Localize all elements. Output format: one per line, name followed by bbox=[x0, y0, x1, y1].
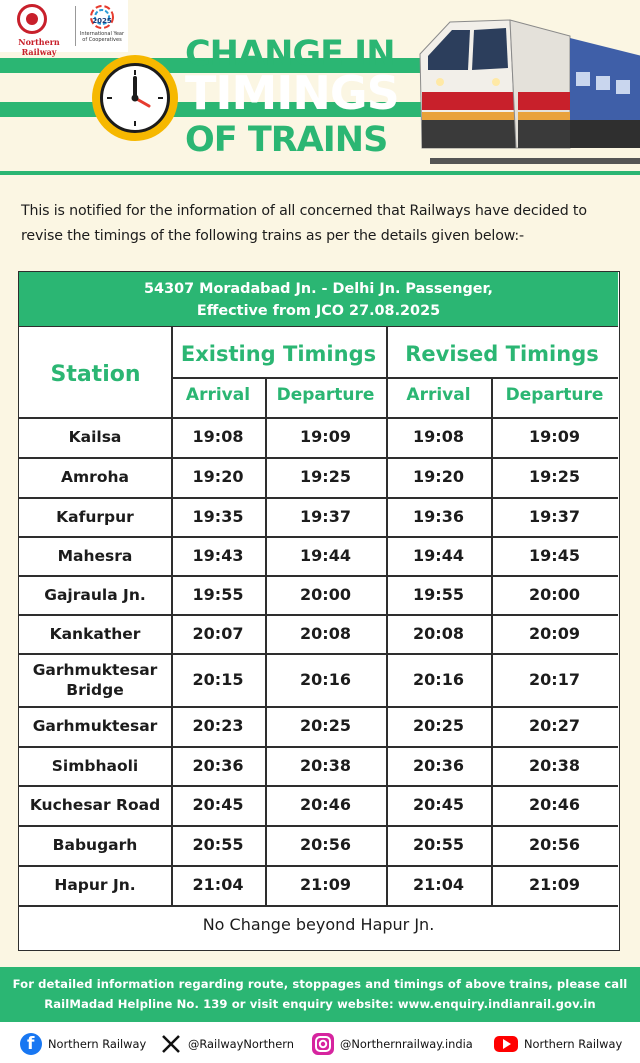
station-name: Kankather bbox=[49, 624, 141, 643]
existing-arrival: 19:55 bbox=[192, 584, 244, 604]
existing-arrival: 20:07 bbox=[192, 623, 244, 643]
revised-departure: 19:45 bbox=[529, 545, 580, 565]
existing-departure: 20:46 bbox=[300, 795, 351, 814]
existing-departure: 19:25 bbox=[300, 467, 351, 486]
col-existing-arrival: Arrival bbox=[185, 385, 251, 405]
table-row bbox=[19, 417, 618, 457]
intro-text: This is notified for the information of all concerned that Railways have decided to revise the timings of the following trains as per the details given below:- bbox=[21, 203, 587, 244]
facebook-icon: f bbox=[20, 1033, 42, 1055]
existing-arrival: 19:43 bbox=[192, 545, 244, 565]
revised-departure: 20:00 bbox=[529, 584, 580, 604]
station-name: Garhmuktesar bbox=[32, 717, 158, 735]
table-row bbox=[19, 457, 618, 497]
revised-arrival: 20:25 bbox=[413, 716, 464, 735]
revised-arrival: 20:36 bbox=[413, 755, 464, 775]
table-row bbox=[19, 785, 618, 825]
existing-departure: 20:38 bbox=[300, 755, 351, 775]
revised-arrival: 20:08 bbox=[413, 623, 464, 643]
revised-departure: 19:25 bbox=[529, 467, 580, 486]
timings-table bbox=[18, 271, 620, 951]
station-name: Mahesra bbox=[57, 546, 133, 565]
instagram-icon bbox=[312, 1033, 334, 1055]
existing-departure: 20:56 bbox=[300, 835, 351, 854]
station-name: Amroha bbox=[61, 468, 129, 486]
org-name: Northern Railway bbox=[18, 37, 60, 57]
table-caption bbox=[19, 272, 618, 327]
title-line-2: TIMINGS bbox=[185, 66, 399, 120]
revised-arrival: 19:55 bbox=[413, 584, 464, 604]
revised-departure: 20:17 bbox=[529, 669, 580, 689]
x-label: @RailwayNorthern bbox=[188, 1037, 294, 1051]
revised-departure: 20:38 bbox=[529, 755, 580, 775]
revised-departure: 19:37 bbox=[529, 506, 580, 526]
clock-icon bbox=[92, 55, 178, 141]
col-station: Station bbox=[50, 362, 141, 387]
title-line-3: OF TRAINS bbox=[185, 120, 388, 160]
header-banner bbox=[0, 0, 640, 175]
instagram-link[interactable] bbox=[312, 1033, 473, 1055]
table-row bbox=[19, 536, 618, 575]
header-underline bbox=[0, 171, 640, 175]
station-name: Simbhaoli bbox=[51, 756, 139, 775]
station-name: Kailsa bbox=[68, 428, 122, 446]
no-change-note: No Change beyond Hapur Jn. bbox=[202, 915, 435, 934]
col-revised-arrival: Arrival bbox=[406, 385, 471, 405]
existing-departure: 20:00 bbox=[300, 584, 351, 604]
existing-arrival: 20:36 bbox=[192, 755, 244, 775]
existing-arrival: 20:55 bbox=[192, 835, 244, 854]
col-existing-timings: Existing Timings bbox=[180, 342, 377, 366]
revised-departure: 21:09 bbox=[529, 875, 580, 894]
col-revised-timings: Revised Timings bbox=[405, 342, 599, 366]
footer-line-2: RailMadad Helpline No. 139 or visit enquiry website: www.enquiry.indianrail.gov.in bbox=[44, 997, 596, 1011]
station-name: Babugarh bbox=[52, 836, 138, 854]
table-row bbox=[19, 575, 618, 614]
revised-arrival: 19:20 bbox=[413, 467, 464, 486]
header-divider bbox=[171, 377, 618, 379]
table-row bbox=[19, 614, 618, 653]
table-row bbox=[19, 497, 618, 536]
existing-departure: 20:25 bbox=[300, 716, 351, 735]
info-footer bbox=[0, 967, 640, 1022]
existing-departure: 20:08 bbox=[300, 623, 351, 643]
iyc-year: 2025 bbox=[92, 17, 112, 25]
existing-departure: 19:37 bbox=[300, 506, 351, 526]
station-name: Kafurpur bbox=[56, 507, 134, 526]
existing-departure: 19:09 bbox=[300, 427, 351, 446]
existing-departure: 21:09 bbox=[300, 875, 351, 894]
revised-arrival: 20:55 bbox=[413, 835, 464, 854]
logo-divider bbox=[75, 6, 76, 46]
table-row bbox=[19, 865, 618, 905]
revised-arrival: 19:44 bbox=[413, 545, 464, 565]
revised-departure: 19:09 bbox=[529, 427, 580, 446]
table-row bbox=[19, 746, 618, 785]
revised-arrival: 19:08 bbox=[413, 427, 464, 446]
table-row bbox=[19, 706, 618, 746]
station-name: Garhmuktesar Bridge bbox=[32, 660, 158, 699]
x-icon bbox=[160, 1033, 182, 1055]
footer-line-1: For detailed information regarding route, stoppages and timings of above trains, please call bbox=[12, 977, 628, 991]
station-name: Kuchesar Road bbox=[29, 796, 161, 814]
northern-railway-logo bbox=[17, 4, 47, 34]
existing-arrival: 19:08 bbox=[192, 427, 244, 446]
revised-arrival: 21:04 bbox=[413, 875, 464, 894]
revised-arrival: 19:36 bbox=[413, 506, 464, 526]
existing-arrival: 19:20 bbox=[192, 467, 244, 486]
existing-arrival: 21:04 bbox=[192, 875, 244, 894]
revised-arrival: 20:45 bbox=[413, 795, 464, 814]
logo-panel bbox=[0, 0, 128, 57]
x-link[interactable] bbox=[160, 1033, 294, 1055]
existing-arrival: 20:23 bbox=[192, 716, 244, 735]
facebook-link[interactable] bbox=[20, 1033, 146, 1055]
revised-departure: 20:46 bbox=[529, 795, 580, 814]
existing-arrival: 19:35 bbox=[192, 506, 244, 526]
effective-date: Effective from JCO 27.08.2025 bbox=[196, 303, 441, 319]
col-existing-departure: Departure bbox=[276, 385, 375, 405]
revised-arrival: 20:16 bbox=[413, 669, 464, 689]
existing-arrival: 20:45 bbox=[192, 795, 244, 814]
existing-arrival: 20:15 bbox=[192, 669, 244, 689]
col-revised-departure: Departure bbox=[505, 385, 604, 405]
revised-departure: 20:27 bbox=[529, 716, 580, 735]
social-bar bbox=[0, 1022, 640, 1063]
table-row bbox=[19, 825, 618, 865]
train-name: 54307 Moradabad Jn. - Delhi Jn. Passenger, bbox=[144, 281, 493, 297]
facebook-label: Northern Railway bbox=[48, 1037, 147, 1051]
station-name: Gajraula Jn. bbox=[44, 585, 146, 604]
revised-departure: 20:09 bbox=[529, 623, 580, 643]
youtube-icon bbox=[494, 1036, 518, 1052]
instagram-label: @Northernrailway.india bbox=[340, 1037, 473, 1051]
existing-departure: 20:16 bbox=[300, 669, 351, 689]
table-row bbox=[19, 653, 618, 706]
iyc-text: International Year of Cooperatives bbox=[79, 31, 125, 43]
title-line-1: CHANGE IN bbox=[185, 34, 395, 74]
revised-departure: 20:56 bbox=[529, 835, 580, 854]
youtube-link[interactable] bbox=[494, 1033, 622, 1055]
existing-departure: 19:44 bbox=[300, 545, 351, 565]
youtube-label: Northern Railway bbox=[524, 1037, 623, 1051]
station-name: Hapur Jn. bbox=[54, 876, 136, 894]
table-footer-divider bbox=[19, 905, 618, 907]
train-image bbox=[410, 8, 640, 168]
